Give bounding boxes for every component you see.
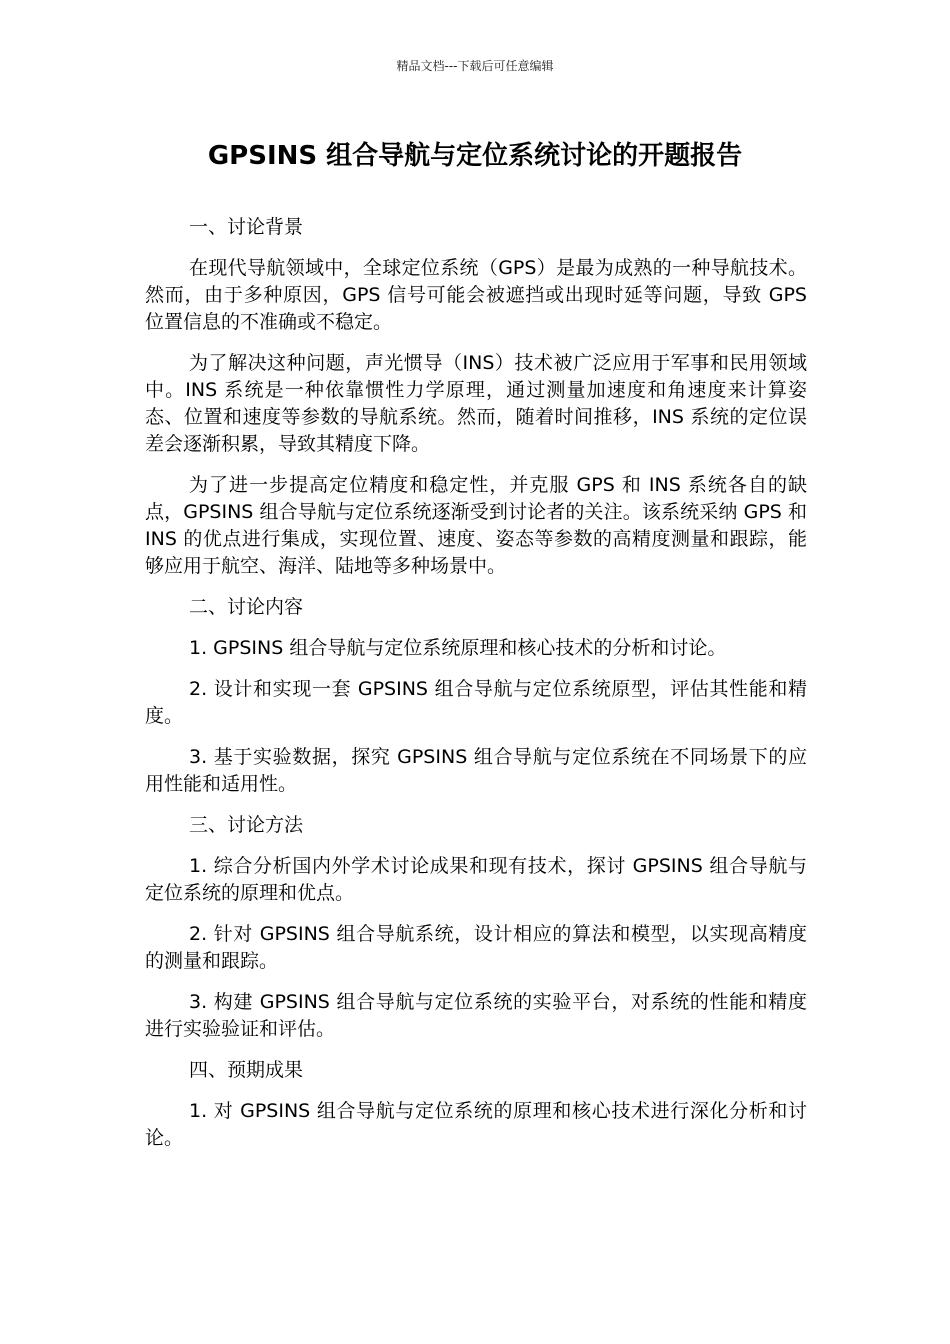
list-item: 1. 综合分析国内外学术讨论成果和现有技术，探讨 GPSINS 组合导航与定位系统的原理和优点。 — [145, 855, 807, 904]
section-heading: 一、讨论背景 — [189, 216, 304, 238]
document-body — [145, 214, 807, 1166]
section-heading: 二、讨论内容 — [189, 596, 304, 618]
paragraph: 为了进一步提高定位精度和稳定性，并克服 GPS 和 INS 系统各自的缺点，GPSINS 组合导航与定位系统逐渐受到讨论者的关注。该系统采纳 GPS 和 INS 的优点进行集成，实现位置、速度、姿态等参数的高精度测量和跟踪，能够应用于航空、海洋、陆地等多种场景中。 — [145, 474, 807, 577]
list-item: 1. 对 GPSINS 组合导航与定位系统的原理和核心技术进行深化分析和讨论。 — [145, 1100, 807, 1149]
page-header: 精品文档---下载后可任意编辑 — [396, 59, 554, 73]
list-item: 1. GPSINS 组合导航与定位系统原理和核心技术的分析和讨论。 — [189, 637, 727, 659]
paragraph: 为了解决这种问题，声光惯导（INS）技术被广泛应用于军事和民用领域中。INS 系统是一种依靠惯性力学原理，通过测量加速度和角速度来计算姿态、位置和速度等参数的导航系统。然而，随着时间推移，INS 系统的定位误差会逐渐积累，导致其精度下降。 — [145, 352, 807, 455]
paragraph: 在现代导航领域中，全球定位系统（GPS）是最为成熟的一种导航技术。然而，由于多种原因，GPS 信号可能会被遮挡或出现时延等问题，导致 GPS 位置信息的不准确或不稳定。 — [145, 257, 807, 333]
section-background — [145, 214, 807, 580]
section-heading: 四、预期成果 — [189, 1059, 304, 1081]
list-item: 3. 基于实验数据，探究 GPSINS 组合导航与定位系统在不同场景下的应用性能和适用性。 — [145, 746, 807, 795]
list-item: 2. 设计和实现一套 GPSINS 组合导航与定位系统原型，评估其性能和精度。 — [145, 678, 807, 727]
document-title: GPSINS 组合导航与定位系统讨论的开题报告 — [207, 141, 743, 171]
list-item: 3. 构建 GPSINS 组合导航与定位系统的实验平台，对系统的性能和精度进行实验验证和评估。 — [145, 991, 807, 1040]
list-item: 2. 针对 GPSINS 组合导航系统，设计相应的算法和模型，以实现高精度的测量和跟踪。 — [145, 923, 807, 972]
section-content — [145, 594, 807, 798]
section-expected-results — [145, 1057, 807, 1152]
section-methods — [145, 812, 807, 1043]
section-heading: 三、讨论方法 — [189, 814, 304, 836]
